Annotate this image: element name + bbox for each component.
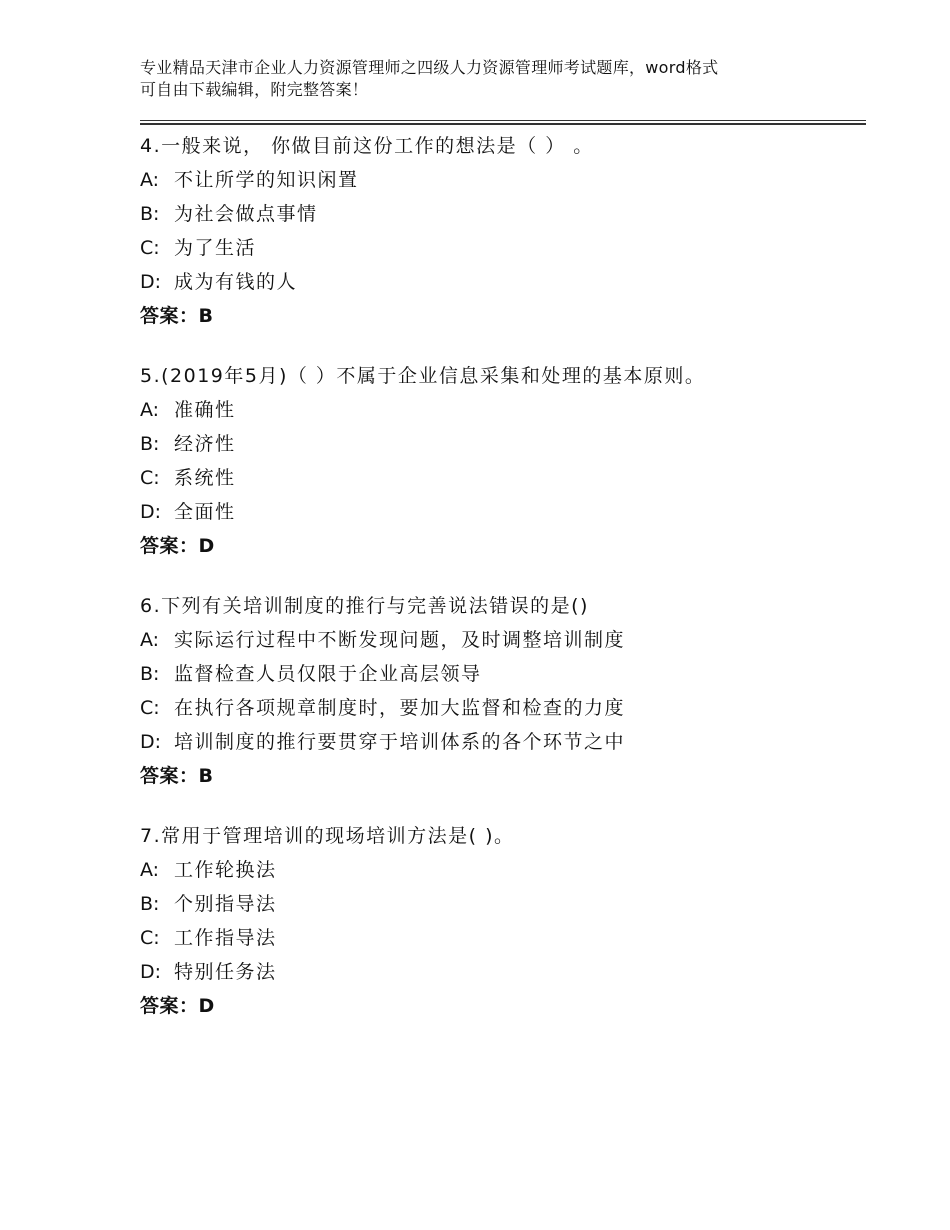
option-d [140, 265, 860, 299]
option-b [140, 657, 860, 691]
question-7 [140, 819, 860, 1023]
option-text: 特别任务法 [174, 961, 277, 983]
option-key: D: [140, 731, 162, 753]
option-d [140, 955, 860, 989]
option-text: 监督检查人员仅限于企业高层领导 [174, 663, 482, 685]
question-stem: 6.下列有关培训制度的推行与完善说法错误的是() [140, 595, 589, 617]
option-c [140, 691, 860, 725]
option-key: D: [140, 501, 162, 523]
option-key: C: [140, 467, 160, 489]
option-text: 系统性 [174, 467, 236, 489]
document-header [140, 57, 840, 101]
option-key: B: [140, 663, 160, 685]
answer: 答案：B [140, 305, 214, 327]
question-stem: 5.(2019年5月)（ ）不属于企业信息采集和处理的基本原则。 [140, 365, 706, 387]
option-key: B: [140, 433, 160, 455]
option-text: 个别指导法 [174, 893, 277, 915]
option-text: 工作指导法 [174, 927, 277, 949]
question-5 [140, 359, 860, 563]
option-b [140, 887, 860, 921]
header-line-2: 可自由下载编辑，附完整答案！ [140, 80, 369, 99]
header-divider-thick [140, 123, 866, 125]
option-key: A: [140, 169, 160, 191]
option-a [140, 393, 860, 427]
option-text: 成为有钱的人 [174, 271, 298, 293]
option-key: C: [140, 237, 160, 259]
option-key: A: [140, 399, 160, 421]
option-d [140, 495, 860, 529]
option-text: 工作轮换法 [174, 859, 277, 881]
option-a [140, 853, 860, 887]
option-c [140, 921, 860, 955]
option-key: B: [140, 893, 160, 915]
option-key: C: [140, 927, 160, 949]
option-c [140, 461, 860, 495]
header-divider-thin [140, 120, 866, 121]
answer: 答案：D [140, 995, 215, 1017]
option-text: 不让所学的知识闲置 [174, 169, 359, 191]
option-text: 实际运行过程中不断发现问题，及时调整培训制度 [174, 629, 626, 651]
option-text: 为了生活 [174, 237, 257, 259]
answer: 答案：D [140, 535, 215, 557]
option-c [140, 231, 860, 265]
option-text: 经济性 [174, 433, 236, 455]
option-key: D: [140, 961, 162, 983]
option-key: B: [140, 203, 160, 225]
option-key: D: [140, 271, 162, 293]
option-a [140, 163, 860, 197]
option-text: 为社会做点事情 [174, 203, 318, 225]
question-stem: 7.常用于管理培训的现场培训方法是( )。 [140, 825, 515, 847]
option-key: C: [140, 697, 160, 719]
option-text: 培训制度的推行要贯穿于培训体系的各个环节之中 [174, 731, 626, 753]
option-text: 在执行各项规章制度时，要加大监督和检查的力度 [174, 697, 626, 719]
option-d [140, 725, 860, 759]
option-key: A: [140, 629, 160, 651]
header-line-1: 专业精品天津市企业人力资源管理师之四级人力资源管理师考试题库，word格式 [140, 58, 719, 77]
option-a [140, 623, 860, 657]
question-4 [140, 129, 860, 333]
option-b [140, 197, 860, 231]
question-stem: 4.一般来说， 你做目前这份工作的想法是（ ） 。 [140, 135, 594, 157]
question-list [140, 129, 860, 1049]
option-text: 准确性 [174, 399, 236, 421]
option-key: A: [140, 859, 160, 881]
option-text: 全面性 [174, 501, 236, 523]
answer: 答案：B [140, 765, 214, 787]
question-6 [140, 589, 860, 793]
option-b [140, 427, 860, 461]
